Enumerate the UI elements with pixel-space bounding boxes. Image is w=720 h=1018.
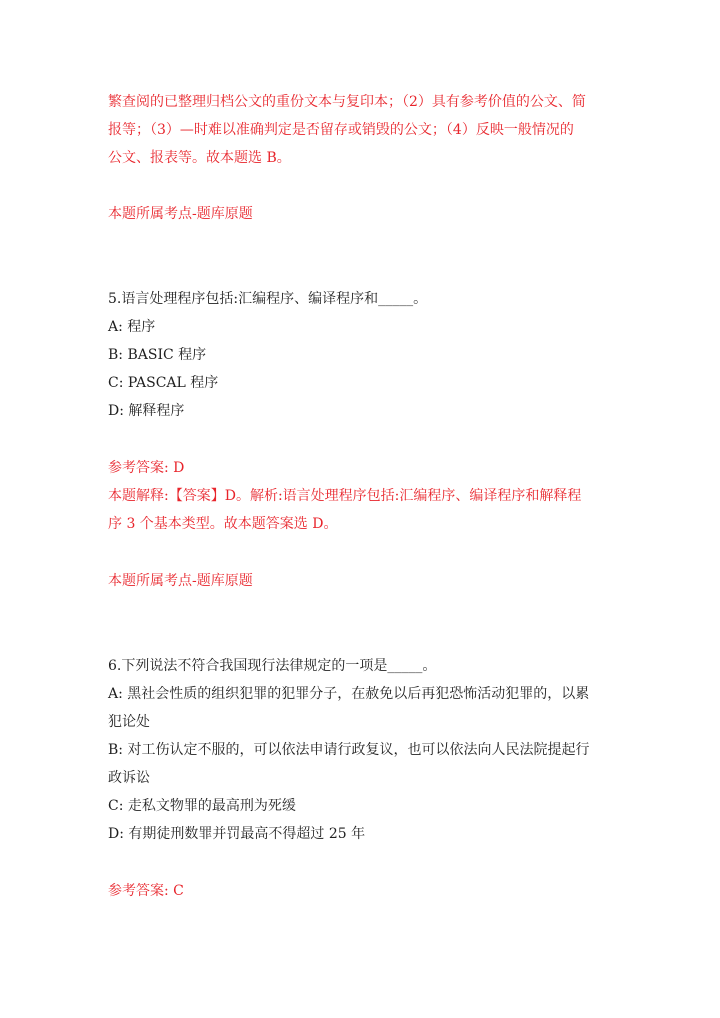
- option-b: B: 对工伤认定不服的，可以依法申请行政复议，也可以依法向人民法院提起行: [108, 742, 590, 758]
- answer-label: 参考答案: C: [108, 883, 184, 899]
- explanation-line: 报等；（3）—时难以准确判定是否留存或销毁的公文；（4）反映一般情况的: [108, 122, 574, 138]
- question-stem: 6.下列说法不符合我国现行法律规定的一项是_____。: [108, 658, 437, 674]
- explanation-line: 本题解释:【答案】D。解析:语言处理程序包括:汇编程序、编译程序和解释程: [108, 488, 582, 504]
- topic-label: 本题所属考点-题库原题: [108, 573, 253, 589]
- option-b: B: BASIC 程序: [108, 347, 207, 363]
- option-d: D: 解释程序: [108, 403, 185, 419]
- answer-label: 参考答案: D: [108, 460, 185, 476]
- explanation-line: 公文、报表等。故本题选 B。: [108, 150, 291, 166]
- option-d: D: 有期徒刑数罪并罚最高不得超过 25 年: [108, 826, 366, 842]
- explanation-line: 繁查阅的已整理归档公文的重份文本与复印本；（2）具有参考价值的公文、简: [108, 94, 586, 110]
- option-a-continued: 犯论处: [108, 714, 150, 730]
- topic-label: 本题所属考点-题库原题: [108, 206, 253, 222]
- option-c: C: PASCAL 程序: [108, 375, 219, 391]
- option-b-continued: 政诉讼: [108, 770, 150, 786]
- option-a: A: 程序: [108, 319, 156, 335]
- question-stem: 5.语言处理程序包括:汇编程序、编译程序和_____。: [108, 291, 428, 307]
- option-a: A: 黑社会性质的组织犯罪的犯罪分子，在赦免以后再犯恐怖活动犯罪的，以累: [108, 686, 590, 702]
- option-c: C: 走私文物罪的最高刑为死缓: [108, 798, 296, 814]
- explanation-line: 序 3 个基本类型。故本题答案选 D。: [108, 516, 338, 532]
